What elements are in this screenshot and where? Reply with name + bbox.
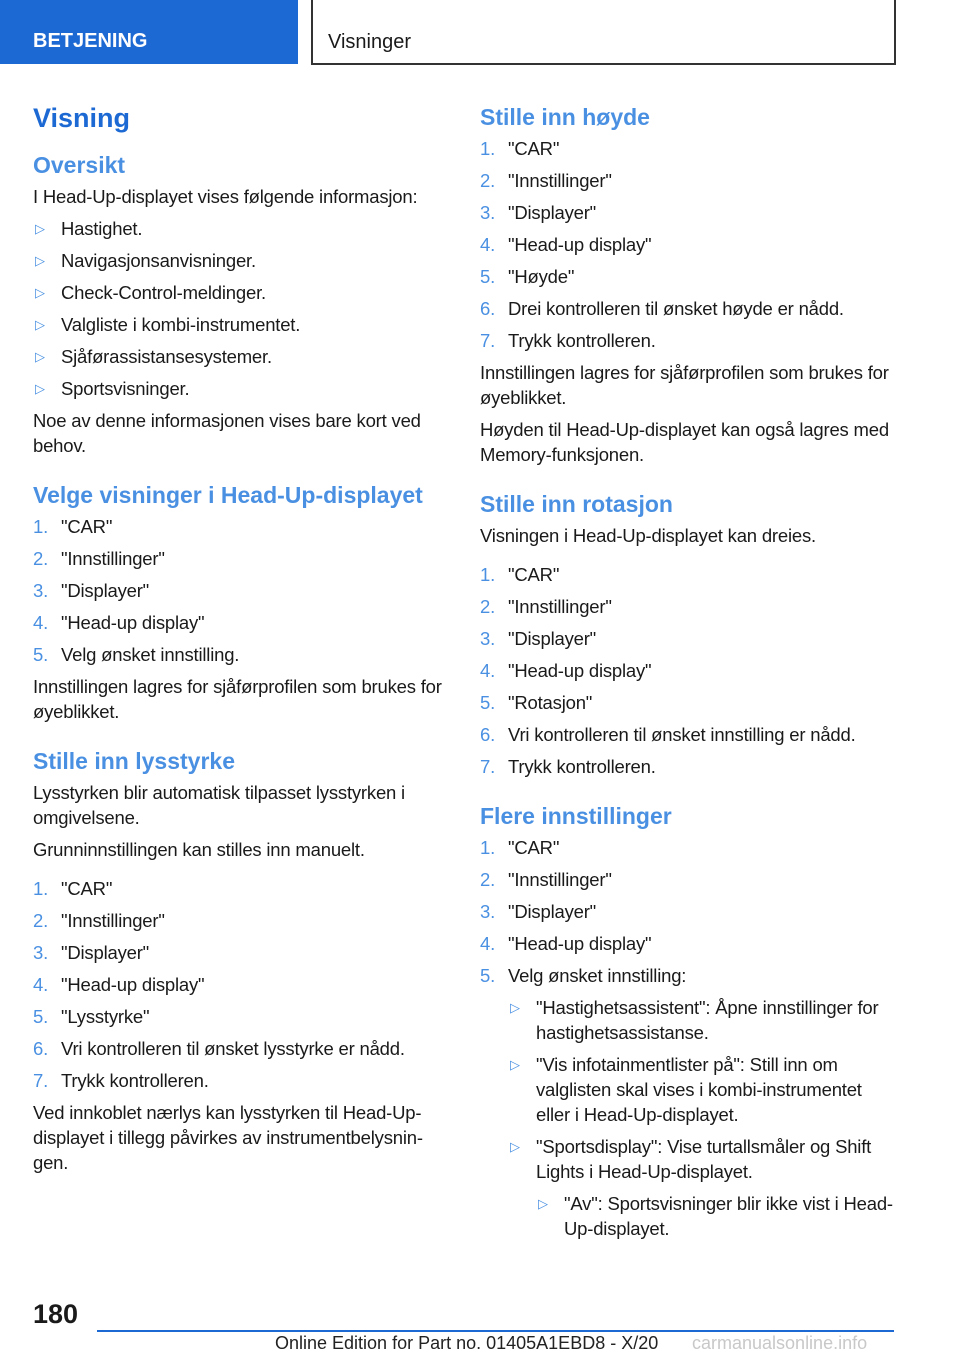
list-item: 1. "CAR" [33,878,113,899]
hoyde-steps [480,136,898,353]
list-item: 7. Trykk kontrolleren. [480,756,656,777]
list-item: 1. "CAR" [480,564,560,585]
triangle-bullet-icon: ▷ [35,221,45,236]
list-item: 6. Drei kontrolleren til ønsket høyde er nådd. [480,298,844,319]
rotasjon-intro: Visningen i Head-Up-displayet kan dreies. [480,525,816,546]
list-item: 2. "Innstillinger" [33,910,165,931]
flere-subsub-list [536,1191,898,1241]
triangle-bullet-icon: ▷ [510,1139,520,1154]
list-item: ▷ Sportsvisninger. [35,378,190,399]
list-item: 2. "Innstillinger" [480,869,612,890]
lysstyrke-steps [33,876,445,1093]
list-item: 5. "Lysstyrke" [33,1006,150,1027]
watermark: carmanualsonline.info [692,1333,868,1353]
list-item: ▷ Valgliste i kombi-instrumentet. [35,314,301,335]
heading-hoyde: Stille inn høyde [480,104,650,130]
triangle-bullet-icon: ▷ [538,1196,548,1211]
list-item: 4. "Head-up display" [33,974,205,995]
list-item: 1. "CAR" [480,837,560,858]
list-item: 5. Velg ønsket innstilling: ▷ "Hastighetsassistent": Åpne innstillinger for hastighetsassistanse. ▷ "Vis infotainmentlister på": Still inn om valglisten skal vises i kombi-instrumentet eller i Head-Up-displayet. ▷ "Sportsdisplay": Vise turtallsmåler og Shift Lights i Head-Up-displayet. ▷ "Av": Sportsvisninger blir ikke vist i Head-Up-displayet. [480,963,898,1241]
list-item: 3. "Displayer" [480,202,597,223]
section-label: BETJENING [33,30,148,52]
list-item: 2. "Innstillinger" [480,596,612,617]
triangle-bullet-icon: ▷ [35,349,45,364]
velge-steps [33,514,445,667]
list-item: 4. "Head-up display" [480,234,652,255]
list-item: 3. "Displayer" [480,901,597,922]
list-item: ▷ "Vis infotainmentlister på": Still inn om valglisten skal vises i kombi-instrumentet eller i Head-Up-displayet. [510,1054,862,1125]
footer-edition: Online Edition for Part no. 01405A1EBD8 - X/20 [275,1333,659,1353]
list-item: 3. "Displayer" [480,628,597,649]
list-item: 2. "Innstillinger" [33,548,165,569]
list-item: ▷ "Hastighetsassistent": Åpne innstillinger for hastighetsassistanse. [510,997,879,1043]
chapter-label: Visninger [328,31,412,53]
list-item: 1. "CAR" [480,138,560,159]
lysstyrke-p1: Lysstyrken blir automatisk tilpasset lysstyrken i omgivelsene. [33,782,405,828]
triangle-bullet-icon: ▷ [35,317,45,332]
lysstyrke-note: Ved innkoblet nærlys kan lysstyrken til Head-Up-displayet i tillegg påvirkes av instrumentbelysnin-gen. [33,1102,423,1173]
velge-note: Innstillingen lagres for sjåførprofilen som brukes for øyeblikket. [33,676,442,722]
heading-lysstyrke: Stille inn lysstyrke [33,748,235,774]
right-column [480,100,898,1248]
rotasjon-steps [480,562,898,779]
heading-oversikt: Oversikt [33,152,126,178]
triangle-bullet-icon: ▷ [510,1057,520,1072]
list-item: 5. "Rotasjon" [480,692,593,713]
triangle-bullet-icon: ▷ [510,1000,520,1015]
list-item: 7. Trykk kontrolleren. [33,1070,209,1091]
list-item: ▷ Navigasjonsanvisninger. [35,250,256,271]
hoyde-p1: Innstillingen lagres for sjåførprofilen som brukes for øyeblikket. [480,362,889,408]
list-item: 5. Velg ønsket innstilling. [33,644,240,665]
list-item: ▷ Check-Control-meldinger. [35,282,266,303]
list-item: ▷ "Sportsdisplay": Vise turtallsmåler og Shift Lights i Head-Up-displayet. ▷ "Av": Sportsvisninger blir ikke vist i Head-Up-displayet. [508,1134,898,1241]
page-number: 180 [33,1299,79,1329]
oversikt-note: Noe av denne informasjonen vises bare kort ved behov. [33,410,421,456]
list-item: 4. "Head-up display" [33,612,205,633]
list-item: 3. "Displayer" [33,580,150,601]
list-item: ▷ "Av": Sportsvisninger blir ikke vist i Head-Up-displayet. [538,1193,893,1239]
list-item: 4. "Head-up display" [480,933,652,954]
list-item: ▷ Sjåførassistansesystemer. [35,346,272,367]
footer-divider [97,1330,894,1332]
oversikt-intro: I Head-Up-displayet vises følgende informasjon: [33,186,418,207]
section-tab [0,0,298,64]
list-item: 6. Vri kontrolleren til ønsket innstilling er nådd. [480,724,856,745]
list-item: 3. "Displayer" [33,942,150,963]
list-item: 1. "CAR" [33,516,113,537]
triangle-bullet-icon: ▷ [35,381,45,396]
list-item: 7. Trykk kontrolleren. [480,330,656,351]
flere-sub-list [508,995,898,1241]
lysstyrke-p2: Grunninnstillingen kan stilles inn manuelt. [33,839,365,860]
heading-flere: Flere innstillinger [480,803,672,829]
hoyde-p2: Høyden til Head-Up-displayet kan også lagres med Memory-funksjonen. [480,419,889,465]
left-column [33,100,445,1182]
page-title: Visning [33,103,131,133]
list-item: 2. "Innstillinger" [480,170,612,191]
list-item: 4. "Head-up display" [480,660,652,681]
list-item: 6. Vri kontrolleren til ønsket lysstyrke er nådd. [33,1038,405,1059]
flere-steps [480,835,898,1241]
chapter-box [311,0,896,65]
heading-velge: Velge visninger i Head-Up-displayet [33,482,423,508]
triangle-bullet-icon: ▷ [35,285,45,300]
list-item: ▷ Hastighet. [35,218,143,239]
heading-rotasjon: Stille inn rotasjon [480,491,673,517]
list-item: 5. "Høyde" [480,266,575,287]
oversikt-list [33,216,445,401]
triangle-bullet-icon: ▷ [35,253,45,268]
